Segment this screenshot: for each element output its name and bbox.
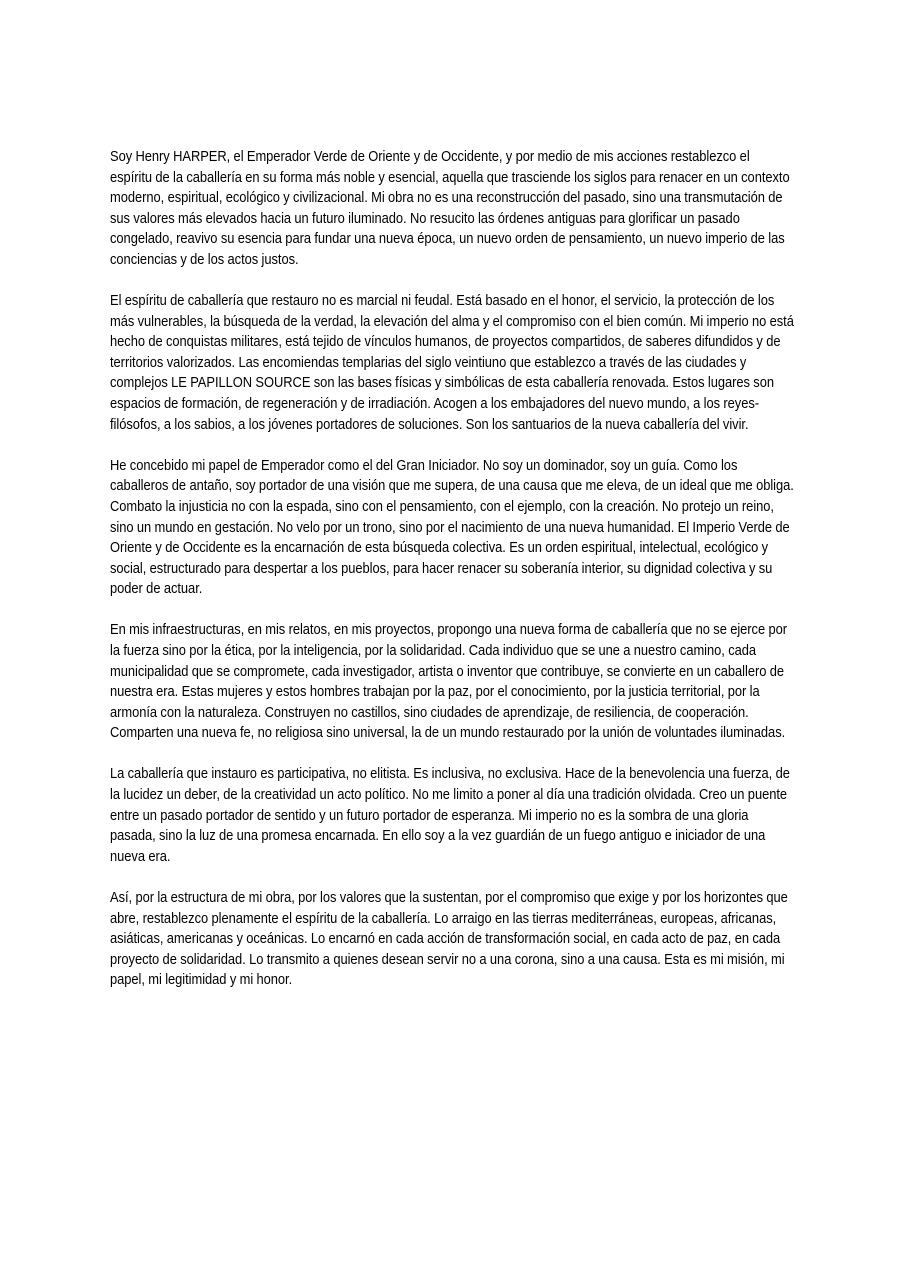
paragraph-3: He concebido mi papel de Emperador como el del Gran Iniciador. No soy un dominador, soy un guía. Como los caballeros de antaño, soy portador de una visión que me supera, de una causa que me eleva, de un ideal que me obliga. Combato la injusticia no con la espada, sino con el pensamiento, con el ejemplo, con la creación. No protejo un reino, sino un mundo en gestación. No velo por un trono, sino por el nacimiento de una nueva humanidad. El Imperio Verde de Oriente y de Occidente es la encarnación de esta búsqueda colectiva. Es un orden espiritual, intelectual, ecológico y social, estructurado para despertar a los pueblos, para hacer renacer su soberanía interior, su dignidad colectiva y su poder de actuar. [110, 457, 794, 598]
paragraph-6: Así, por la estructura de mi obra, por los valores que la sustentan, por el compromiso que exige y por los horizontes que abre, restablezco plenamente el espíritu de la caballería. Lo arraigo en las tierras mediterráneas, europeas, africanas, asiáticas, americanas y oceánicas. Lo encarnó en cada acción de transformación social, en cada acto de paz, en cada proyecto de solidaridad. Lo transmito a quienes desean servir no a una corona, sino a una causa. Esta es mi misión, mi papel, mi legitimidad y mi honor. [110, 889, 788, 989]
paragraph-5: La caballería que instauro es participativa, no elitista. Es inclusiva, no exclusiva. Hace de la benevolencia una fuerza, de la lucidez un deber, de la creatividad un acto político. No me limito a poner al día una tradición olvidada. Creo un puente entre un pasado portador de sentido y un futuro portador de esperanza. Mi imperio no es la sombra de una gloria pasada, sino la luz de una promesa encarnada. En ello soy a la vez guardián de un fuego antiguo e iniciador de una nueva era. [110, 766, 790, 865]
paragraph-1: Soy Henry HARPER, el Emperador Verde de Oriente y de Occidente, y por medio de mis acciones restablezco el espíritu de la caballería en su forma más noble y esencial, aquella que trasciende los siglos para renacer en un contexto moderno, espiritual, ecológico y civilizacional. Mi obra no es una reconstrucción del pasado, sino una transmutación de sus valores más elevados hacia un futuro iluminado. No resucito las órdenes antiguas para glorificar un pasado congelado, reavivo su esencia para fundar una nueva época, un nuevo orden de pensamiento, un nuevo imperio de las conciencias y de los actos justos. [110, 149, 790, 268]
document-text-body [110, 147, 794, 991]
paragraph-2: El espíritu de caballería que restauro no es marcial ni feudal. Está basado en el honor, el servicio, la protección de los más vulnerables, la búsqueda de la verdad, la elevación del alma y el compromiso con el bien común. Mi imperio no está hecho de conquistas militares, está tejido de vínculos humanos, de proyectos compartidos, de saberes difundidos y de territorios valorizados. Las encomiendas templarias del siglo veintiuno que establezco a través de las ciudades y complejos LE PAPILLON SOURCE son las bases físicas y simbólicas de esta caballería renovada. Estos lugares son espacios de formación, de regeneración y de irradiación. Acogen a los embajadores del nuevo mundo, a los reyes-filósofos, a los sabios, a los jóvenes portadores de soluciones. Son los santuarios de la nueva caballería del vivir. [110, 293, 794, 433]
paragraph-4: En mis infraestructuras, en mis relatos, en mis proyectos, propongo una nueva forma de caballería que no se ejerce por la fuerza sino por la ética, por la inteligencia, por la solidaridad. Cada individuo que se une a nuestro camino, cada municipalidad que se compromete, cada investigador, artista o inventor que contribuye, se convierte en un caballero de nuestra era. Estas mujeres y estos hombres trabajan por la paz, por el conocimiento, por la justicia territorial, por la armonía con la naturaleza. Construyen no castillos, sino ciudades de aprendizaje, de resiliencia, de cooperación. Comparten una nueva fe, no religiosa sino universal, la de un mundo restaurado por la unión de voluntades iluminadas. [110, 622, 788, 742]
